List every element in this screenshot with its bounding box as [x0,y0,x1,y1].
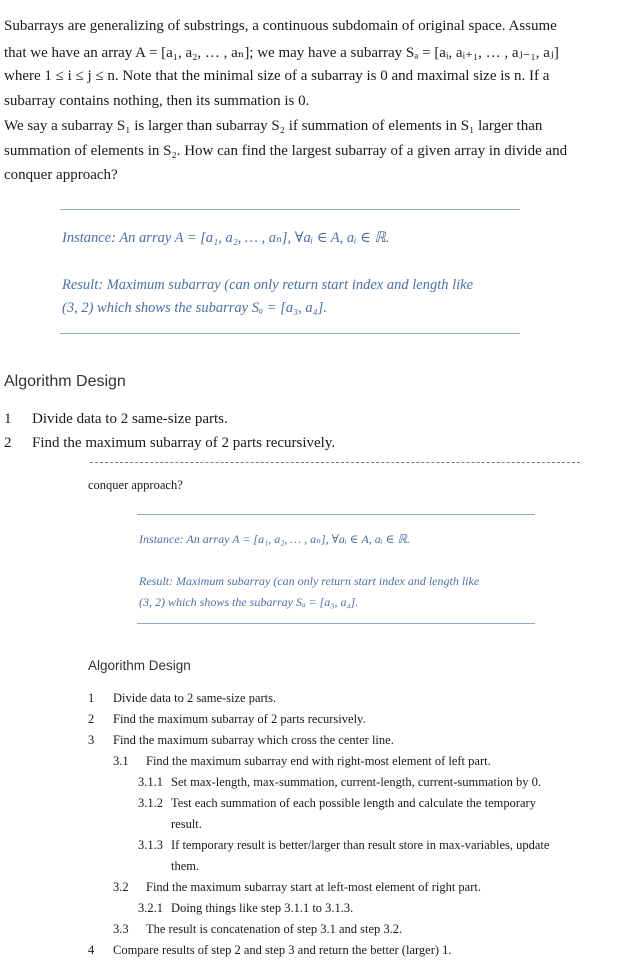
step-text: Find the maximum subarray end with right-most element of left part. [146,754,491,768]
step-number: 1 [4,411,12,427]
intro-line: conquer approach? [4,167,118,183]
result-text: (3, 2) which shows the subarray Sₐ = [a₃, a₄]. [62,300,327,316]
cutoff-line [90,462,580,467]
step-item [138,775,541,790]
step-item [171,859,199,874]
step-item [171,817,202,832]
step-item [138,838,549,853]
step-item [138,796,536,811]
intro-line: subarray contains nothing, then its summation is 0. [4,93,310,109]
step-text: result. [171,817,202,831]
result-text: (3, 2) which shows the subarray Sₐ = [a₃, a₄]. [139,595,359,609]
divider [60,333,520,334]
overlap-line: conquer approach? [88,478,183,492]
step-text: Divide data to 2 same-size parts. [32,411,228,427]
instance-text: Instance: An array A = [a₁, a₂, … , aₙ], ∀aᵢ ∈ A, aᵢ ∈ ℝ. [62,230,390,246]
step-item [88,691,276,706]
section-heading: Algorithm Design [88,658,191,673]
step-item [113,880,481,895]
step-text: Find the maximum subarray of 2 parts recursively. [113,712,366,726]
result-text: Result: Maximum subarray (can only return start index and length like [62,277,474,293]
step-number: 1 [88,691,95,705]
step-text: Doing things like step 3.1.1 to 3.1.3. [171,901,354,915]
step-number: 2 [88,712,95,726]
intro-line: where 1 ≤ i ≤ j ≤ n. Note that the minimal size of a subarray is 0 and maximal size is n. If a [4,68,550,84]
step-text: Compare results of step 2 and step 3 and return the better (larger) 1. [113,943,452,957]
intro-line: that we have an array A = [a₁, a₂, … , aₙ]; we may have a subarray Sₐ = [aᵢ, aᵢ₊₁, … , aⱼ₋₁, aⱼ] [4,45,559,61]
step-text: Find the maximum subarray of 2 parts recursively. [32,435,336,451]
step-item [113,922,402,937]
intro-line: summation of elements in S₂. How can find the largest subarray of a given array in divide and [4,143,568,159]
step-item [113,754,491,769]
step-number: 2 [4,435,12,451]
step-text: Find the maximum subarray start at left-most element of right part. [146,880,481,894]
step-item [88,712,366,727]
step-item [4,435,335,452]
step-item [88,733,394,748]
step-number: 3.1 [113,754,129,768]
step-number: 3.1.2 [138,796,163,810]
step-number: 3.3 [113,922,129,936]
step-text: Divide data to 2 same-size parts. [113,691,277,705]
step-number: 3.2.1 [138,901,163,915]
step-text: Test each summation of each possible length and calculate the temporary [171,796,536,810]
step-text: Find the maximum subarray which cross the center line. [113,733,394,747]
step-text: them. [171,859,200,873]
step-item [88,943,452,958]
step-item [4,411,228,428]
step-text: The result is concatenation of step 3.1 and step 3.2. [146,922,403,936]
step-text: If temporary result is better/larger than result store in max-variables, update [171,838,550,852]
result-text: Result: Maximum subarray (can only return start index and length like [139,574,480,588]
section-heading: Algorithm Design [4,373,126,390]
step-number: 3.2 [113,880,129,894]
instance-text: Instance: An array A = [a₁, a₂, … , aₙ], ∀aᵢ ∈ A, aᵢ ∈ ℝ. [139,532,411,546]
step-number: 4 [88,943,95,957]
divider [137,514,535,515]
step-number: 3 [88,733,95,747]
step-text: Set max-length, max-summation, current-length, current-summation by 0. [171,775,542,789]
divider [137,623,535,624]
intro-line: Subarrays are generalizing of substrings, a continuous subdomain of original space. Assume [4,18,557,34]
intro-line: We say a subarray S₁ is larger than subarray S₂ if summation of elements in S₁ larger than [4,118,543,134]
step-number: 3.1.1 [138,775,163,789]
step-number: 3.1.3 [138,838,163,852]
divider [60,209,520,210]
step-item [138,901,353,916]
